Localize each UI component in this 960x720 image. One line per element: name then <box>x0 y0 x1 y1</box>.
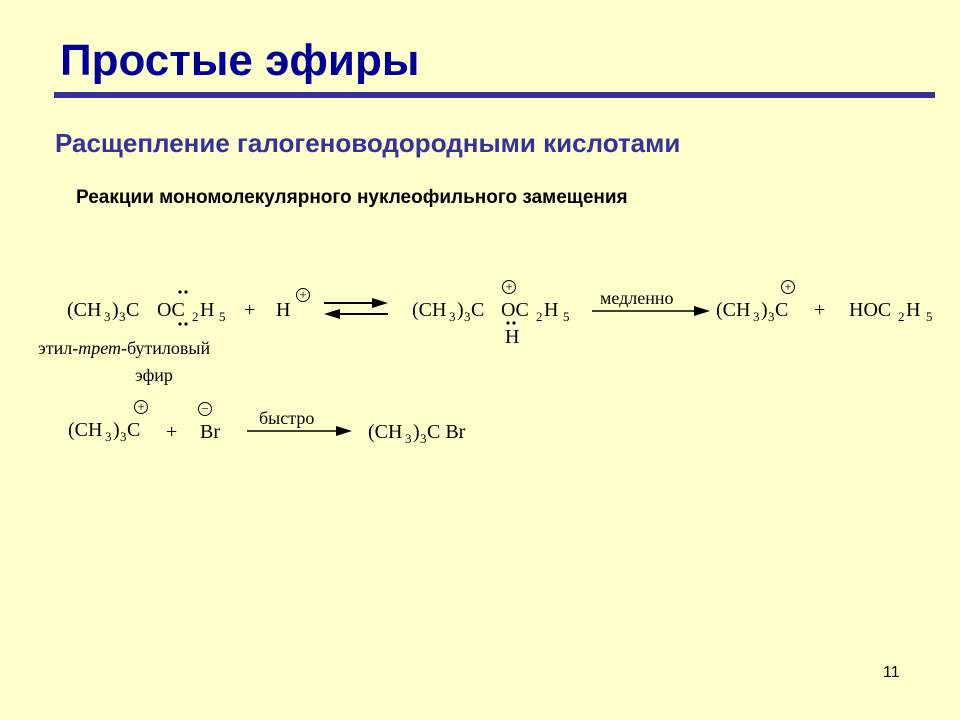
subscript: 5 <box>563 309 570 324</box>
svg-text:этил-трет-бутиловый <box>38 338 210 358</box>
oxonium-intermediate <box>412 279 570 348</box>
name-part: этил- <box>38 338 79 358</box>
formula-text: ) <box>112 299 119 321</box>
slide-title: Простые эфиры <box>60 36 420 85</box>
charge-sign: + <box>505 279 513 294</box>
formula-text: ) <box>413 421 420 443</box>
lone-pair-dot <box>512 321 515 324</box>
name-part-italic: трет <box>78 338 121 358</box>
reaction-1 <box>38 279 933 385</box>
formula-text: H <box>505 326 520 348</box>
equilibrium-arrow <box>324 298 388 319</box>
subscript: 5 <box>219 309 226 324</box>
charge-sign: + <box>299 287 307 302</box>
formula-text: ) <box>761 299 768 321</box>
formula-text: C <box>471 299 485 321</box>
name-part: -бутиловый <box>120 338 211 358</box>
subscript: 3 <box>120 429 127 444</box>
formula-text: Br <box>200 421 220 443</box>
charge-sign: + <box>137 399 145 414</box>
reaction-2 <box>68 399 466 446</box>
formula-text: HOC <box>849 299 892 321</box>
formula-text: (CH <box>67 299 102 321</box>
formula-text: (CH <box>368 421 403 443</box>
subscript: 3 <box>105 429 112 444</box>
arrow-label: быстро <box>259 408 315 428</box>
arrow-label: медленно <box>600 288 674 308</box>
tert-butyl-cation <box>716 279 795 324</box>
formula-text: OC <box>501 299 529 321</box>
lone-pair-dot <box>506 321 509 324</box>
page-number: 11 <box>883 664 900 681</box>
subscript: 5 <box>926 309 933 324</box>
tert-butyl-bromide-product <box>368 421 466 446</box>
bromide-anion <box>199 401 221 443</box>
tert-butyl-cation <box>68 399 148 444</box>
subscript: 3 <box>464 309 471 324</box>
formula-text: ) <box>457 299 464 321</box>
formula-text: (CH <box>68 419 103 441</box>
formula-text: C <box>775 299 789 321</box>
formula-text: (CH <box>412 299 447 321</box>
subscript: 2 <box>536 309 543 324</box>
lone-pair-dot <box>184 290 187 293</box>
subscript: 2 <box>898 309 905 324</box>
formula-text: (CH <box>716 299 751 321</box>
fast-step-arrow <box>247 408 352 436</box>
lone-pair-dot <box>178 322 181 325</box>
subscript: 3 <box>420 431 427 446</box>
charge-sign: − <box>201 401 209 416</box>
subscript: 3 <box>104 309 111 324</box>
ethanol-product <box>849 299 933 324</box>
subscript: 3 <box>449 309 456 324</box>
formula-text: C <box>127 419 141 441</box>
proton <box>276 287 310 321</box>
slide-subtitle: Расщепление галогеноводородными кислотами <box>55 128 681 158</box>
plus-sign: + <box>244 299 256 321</box>
formula-text: ) <box>113 419 120 441</box>
plus-sign: + <box>814 299 826 321</box>
ether-reactant <box>67 290 226 325</box>
name-line-2: эфир <box>135 365 173 385</box>
plus-sign: + <box>166 421 178 443</box>
subscript: 2 <box>192 309 199 324</box>
formula-text: H <box>544 299 559 321</box>
section-heading: Реакции мономолекулярного нуклеофильного замещения <box>76 187 628 208</box>
lone-pair-dot <box>184 322 187 325</box>
slow-step-arrow <box>592 288 710 316</box>
formula-text: H <box>200 299 215 321</box>
formula-text: H <box>906 299 921 321</box>
subscript: 3 <box>405 431 412 446</box>
formula-text: OC <box>157 299 185 321</box>
subscript: 3 <box>753 309 760 324</box>
charge-sign: + <box>784 279 792 294</box>
formula-text: C <box>126 299 140 321</box>
compound-name <box>38 338 210 385</box>
lone-pair-dot <box>178 290 181 293</box>
subscript: 3 <box>768 309 775 324</box>
formula-text: C Br <box>427 421 466 443</box>
subscript: 3 <box>119 309 126 324</box>
formula-text: H <box>276 299 291 321</box>
